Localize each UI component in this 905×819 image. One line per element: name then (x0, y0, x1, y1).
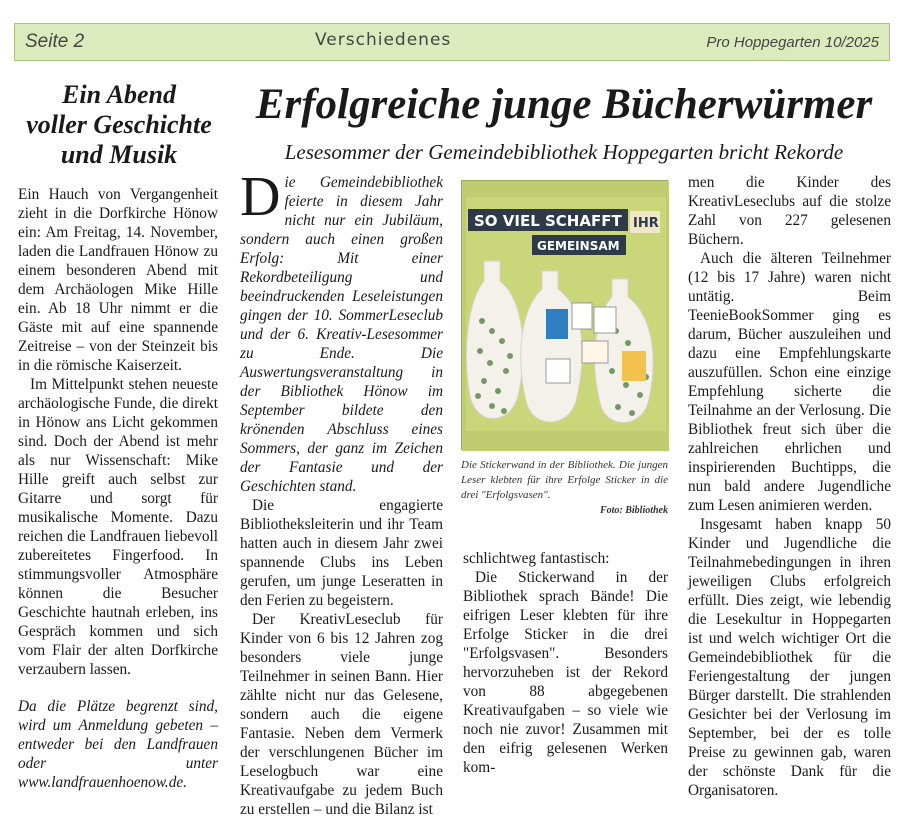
issue-label: Pro Hoppegarten 10/2025 (706, 34, 879, 51)
lead-text: ie Gemeindebibliothek feierte in diesem Jahr nicht nur ein Jubiläum, sondern auch einen großen Erfolg: Mit einer Rekordbeteiligung und beeindruckenden Leseleistungen gingen der 10. SommerLeseclub und der 6. Kreativ-Lesesommer zu Ende. Die Auswertungsveranstaltung in der Bibliothek Hönow im September bildete den krönenden Abschluss eines Sommers, der ganz im Zeichen der Fantasie und der Geschichten stand. (240, 174, 443, 495)
card (582, 341, 608, 363)
photo-caption (461, 458, 668, 518)
paragraph: Insgesamt haben knapp 50 Kinder und Jugendliche die Teilnahmebedingungen in ihren jeweiligen Clubs erfolgreich erfüllt. Dies zeigt, wie lebendig die Lesekultur in Hoppegarten ist und welch wichtiger Ort die Gemeindebibliothek für die Feriengestaltung der jungen Bürger darstellt. Die strahlenden Gesichter bei der Verlosung im September, bei der es tolle Preise zu gewinnen gab, waren der schönste Dank für die Organisatoren. (688, 516, 891, 799)
page-number: Seite 2 (25, 31, 85, 52)
main-article-title: Erfolgreiche junge Bücherwürmer (255, 81, 873, 128)
drop-cap: D (240, 166, 281, 228)
caption-text: Die Stickerwand in der Bibliothek. Die jungen Leser klebten für ihre Erfolge Sticker in die drei "Erfolgsvasen". (461, 459, 668, 501)
book-cover (546, 309, 568, 339)
paragraph: men die Kinder des KreativLeseclubs auf die stolze Zahl von 227 gelesenen Büchern. (688, 174, 891, 248)
main-article-column-3 (688, 173, 891, 800)
side-article-title (14, 80, 224, 170)
side-title-line: Ein Abend (62, 80, 176, 109)
paragraph: Auch die älteren Teilnehmer (12 bis 17 Jahre) waren nicht untätig. Beim TeenieBookSommer ging es darum, Bücher auszuleihen und dazu eine Empfehlungskarte auszufüllen. Schon eine einzige Empfehlung sicherte die Teilnahme an der Verlosung. Die Bibliothek freut sich über die zahlreichen ehrlichen und inspirierenden Buchtipps, die nun bald andere Jugendliche zum Lesen animieren werden. (688, 250, 891, 514)
lead-paragraph (240, 166, 443, 496)
page-header (14, 23, 890, 61)
sticker-wall-illustration (462, 181, 669, 451)
main-article-subtitle: Lesesommer der Gemeindebibliothek Hoppegarten bricht Rekorde (284, 140, 844, 164)
banner-text-ihr: IHR (633, 216, 659, 231)
paragraph: Die engagierte Bibliotheksleiterin und ihr Team hatten auch in diesem Jahr zwei spannende Clubs ins Leben gerufen, um junge Leseratten in den Ferien zu begeistern. (240, 497, 443, 609)
banner-text-1: SO VIEL SCHAFFT (474, 212, 622, 230)
registration-note: Da die Plätze begrenzt sind, wird um Anmeldung gebeten – entweder bei den Landfrauen oder unter www.landfrauenhoenow.de. (18, 698, 218, 791)
main-article-column-2 (463, 549, 668, 777)
book-cover (622, 351, 646, 381)
side-article-body (18, 185, 218, 792)
main-article-column-1 (240, 166, 443, 819)
card (572, 303, 592, 329)
paragraph: Die Stickerwand in der Bibliothek sprach Bände! Die eifrigen Leser klebten für ihre Erfolge Sticker in die drei "Erfolgsvasen". Besonders hervorzuheben ist der Rekord von 88 abgegebenen Kreativaufgaben – so viele wie noch nie zuvor! Zusammen mit den eifrig gelesenen Werken kom- (463, 569, 668, 776)
paragraph: Der KreativLeseclub für Kinder von 6 bis 12 Jahren zog besonders viele junge Teilnehmer in seinen Bann. Hier zählte nicht nur das Gelesene, sondern auch die eigene Fantasie. Neben dem Vermerk der verschlungenen Bücher im Leselogbuch war eine Kreativaufgabe zu jedem Buch zu erstellen – und die Bilanz ist (240, 611, 443, 818)
paragraph: schlichtweg fantastisch: (463, 550, 610, 567)
paragraph: Ein Hauch von Vergangenheit zieht in die Dorfkirche Hönow ein: Am Freitag, 14. November, laden die Landfrauen Hönow zu einem besonderen Abend mit dem Archäologen Mike Hille ein. Ab 18 Uhr nimmt er die Gäste mit auf eine spannende Zeitreise – von der Steinzeit bis in die römische Kaiserzeit. (18, 186, 218, 374)
section-title: Verschiedenes (315, 30, 452, 50)
side-title-line: und Musik (60, 140, 178, 169)
card (594, 307, 616, 333)
card (546, 359, 570, 383)
side-title-line: voller Geschichte (26, 110, 212, 139)
sticker-wall-photo (461, 180, 668, 450)
banner-text-2: GEMEINSAM (537, 239, 620, 253)
paragraph: Im Mittelpunkt stehen neueste archäologische Funde, die direkt in Hönow ans Licht gekommen sind. Doch der Abend ist mehr als nur Wissenschaft: Mike Hille greift auch selbst zur Gitarre und sorgt für musikalische Momente. Dazu reichen die Landfrauen liebevoll zubereitetes Fingerfood. In stimmungsvoller Atmosphäre können die Besucher Geschichte hautnah erleben, ins Gespräch kommen und sich vom Flair der alten Dorfkirche verzaubern lassen. (18, 376, 218, 678)
photo-credit: Foto: Bibliothek (599, 505, 668, 516)
